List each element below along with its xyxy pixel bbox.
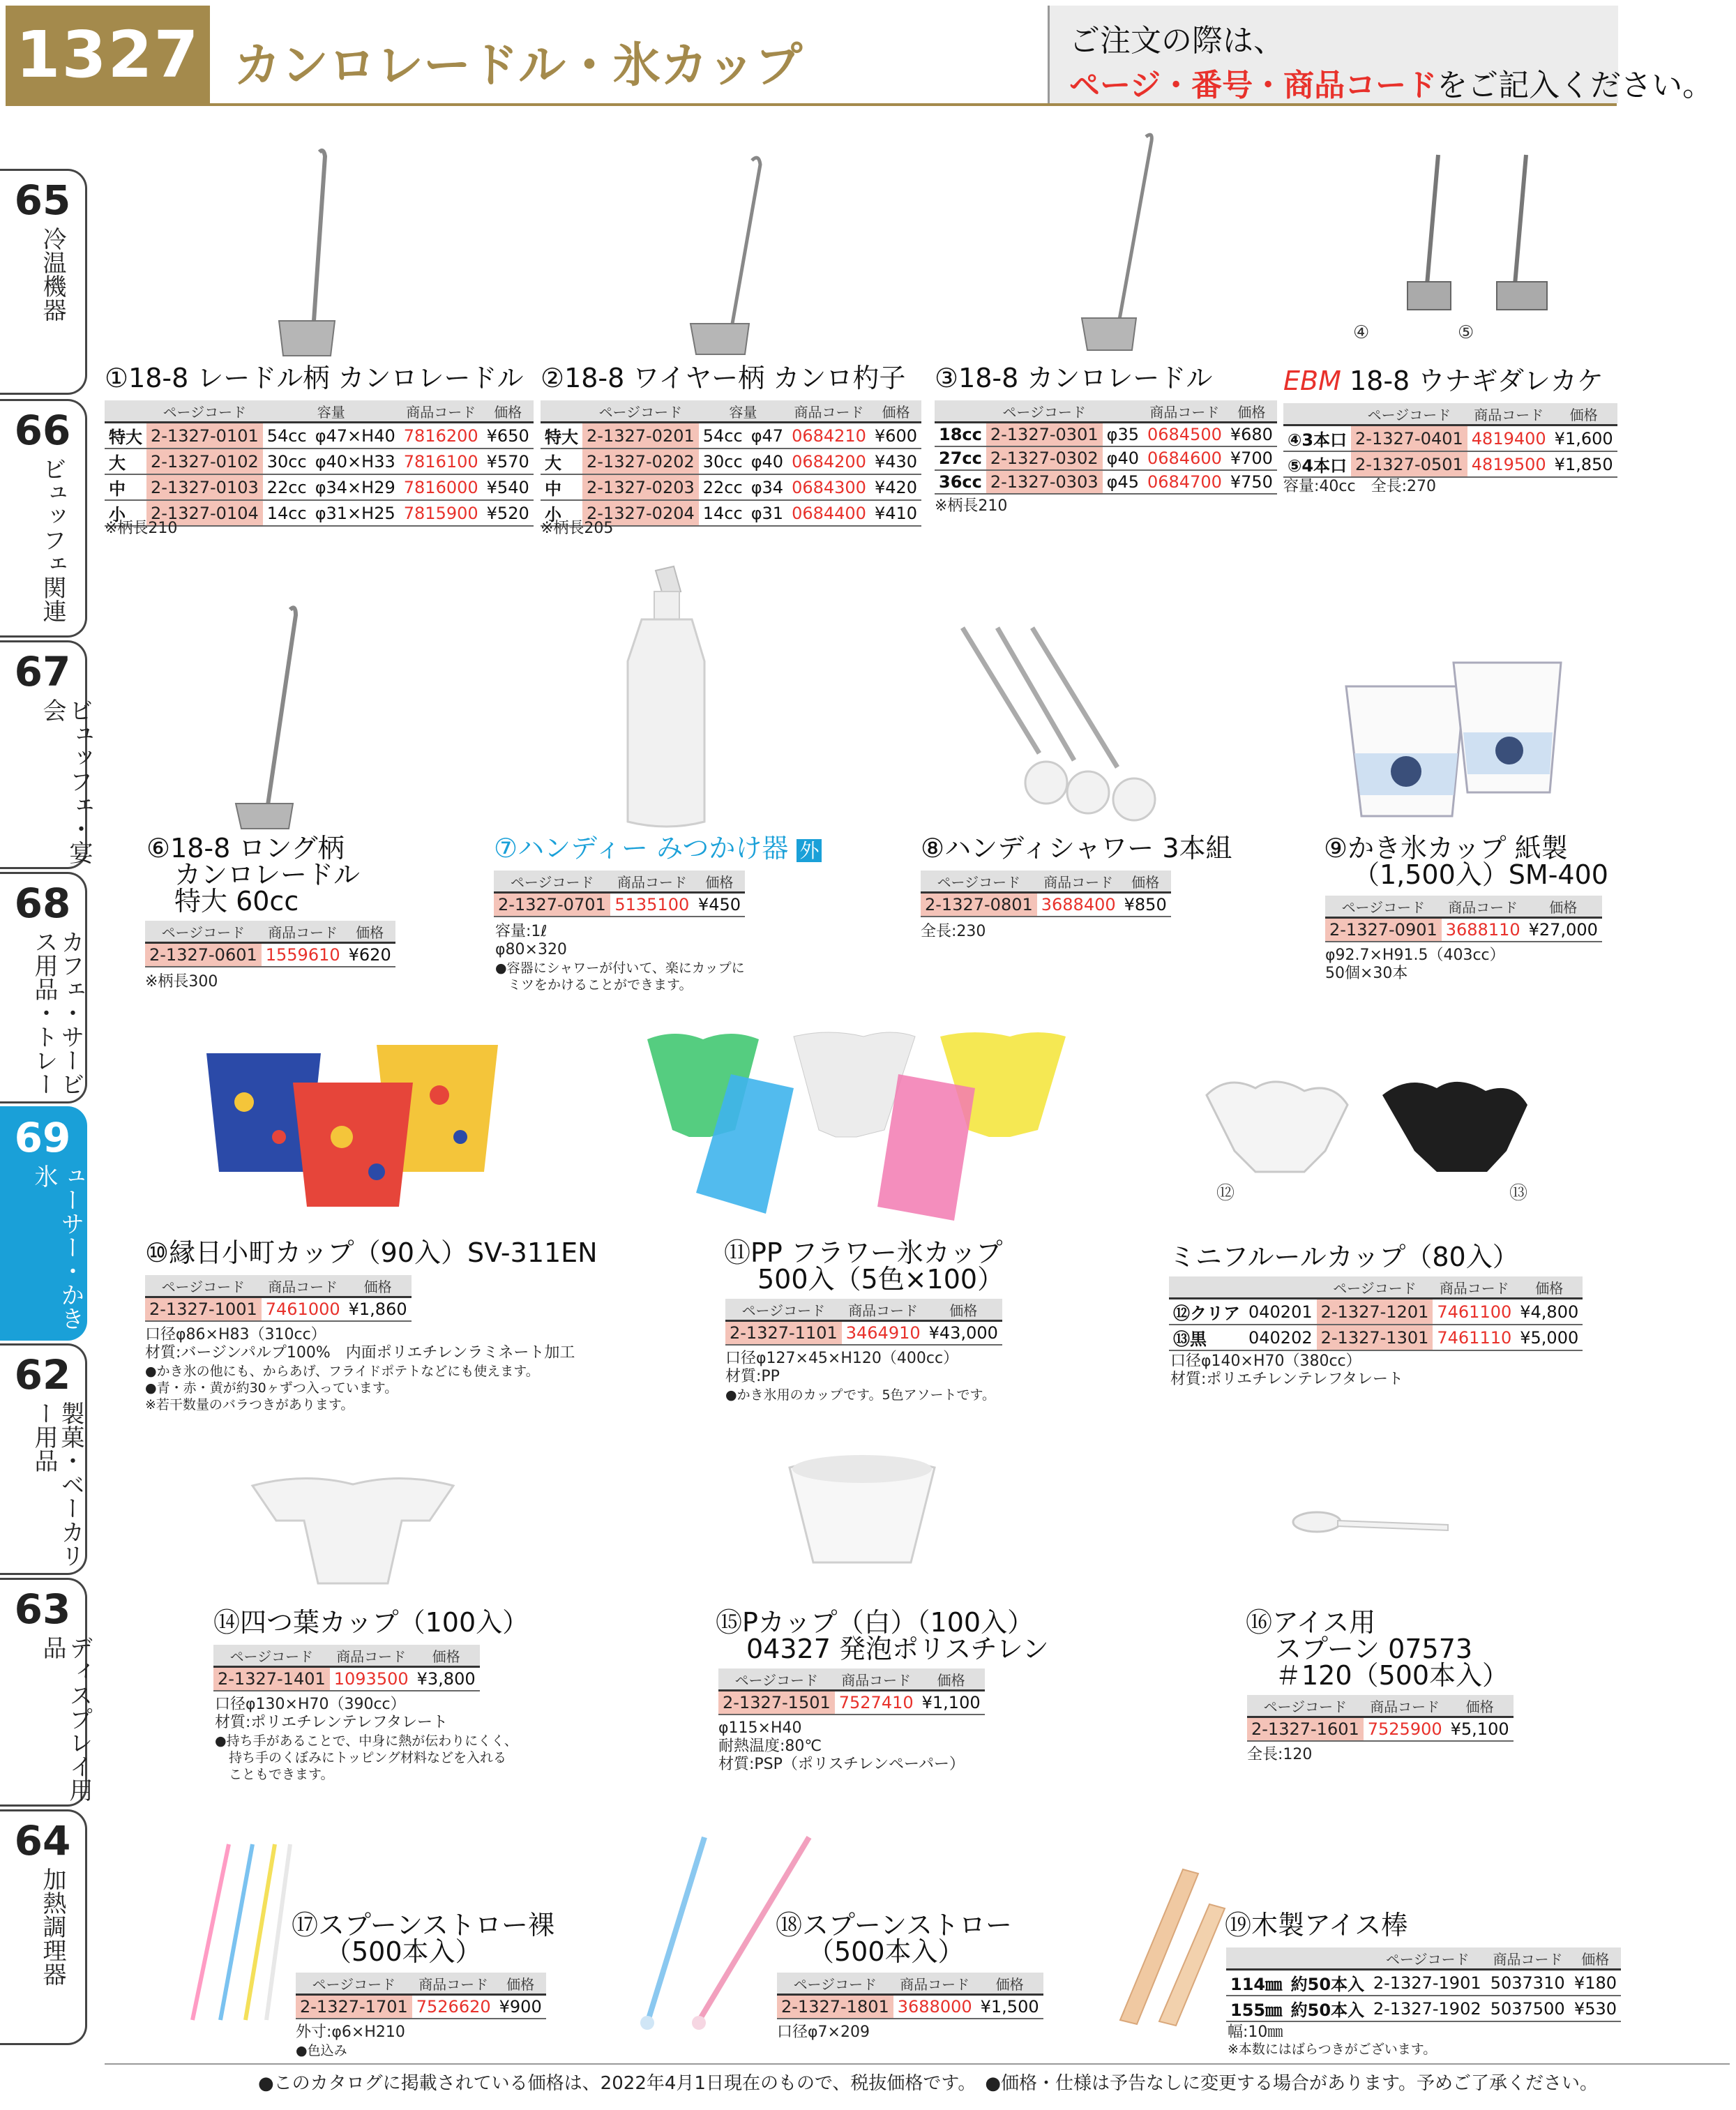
col-header: 商品コード xyxy=(835,1668,918,1691)
tab-64[interactable] xyxy=(0,1809,87,2045)
table-row: ⑫クリア 040201 2-1327-1201 7461100 ¥4,800 xyxy=(1169,1299,1583,1325)
product-2-title: ②18-8 ワイヤー柄 カンロ杓子 xyxy=(541,363,906,393)
product-1-table xyxy=(105,400,534,527)
product-11-note3: ●かき氷用のカップです。5色アソートです。 xyxy=(725,1387,996,1403)
col-header: ページコード xyxy=(145,1275,262,1297)
col-header: 価格 xyxy=(483,400,534,423)
col-header: 価格 xyxy=(345,921,395,943)
product-6-title1: ⑥18-8 ロング柄 xyxy=(146,833,345,864)
product-2-note: ※柄長205 xyxy=(541,520,614,537)
product-9-title2: （1,500入）SM-400 xyxy=(1353,859,1608,890)
product-45-title xyxy=(1283,367,1603,395)
product-16-table xyxy=(1247,1695,1514,1742)
col-header: 商品コード xyxy=(842,1299,925,1321)
product-10-note5: ※若干数量のバラつきがあります。 xyxy=(145,1397,354,1412)
col-header: ページコード xyxy=(582,400,699,423)
product-1213-note2: 材質:ポリエチレンテレフタレート xyxy=(1170,1371,1404,1388)
col-header: 価格 xyxy=(413,1645,480,1667)
eel-sauce-pourer-image xyxy=(1388,152,1569,340)
footer-note: ●このカタログに掲載されている価格は、2022年4月1日現在のもので、税抜価格です。 ●価格・仕様は予告なしに変更する場合があります。予めご了承ください。 xyxy=(258,2073,1598,2094)
product-11-note2: 材質:PP xyxy=(725,1368,780,1385)
col-header: 容量 xyxy=(263,400,400,423)
tab-62[interactable] xyxy=(0,1343,87,1575)
table-row: 小 2-1327-0104 14cc φ31×H25 7815900 ¥520 xyxy=(105,500,534,526)
col-header: 商品コード xyxy=(1467,403,1550,425)
table-row: 2-1327-0701 5135100 ¥450 xyxy=(494,893,745,917)
ladle-1-image xyxy=(272,146,342,356)
product-10-note4: ●青・赤・黄が約30ヶずつ入っています。 xyxy=(145,1380,398,1396)
product-1-title: ①18-8 レードル柄 カンロレードル xyxy=(105,363,524,393)
product-16-note: 全長:120 xyxy=(1247,1746,1313,1763)
col-header: ページコード xyxy=(145,921,262,943)
table-row: 155㎜ 約50本入 2-1327-1902 5037500 ¥530 xyxy=(1226,1996,1621,2021)
col-header: 価格 xyxy=(1120,871,1171,893)
order-note-line1: ご注文の際は、 xyxy=(1069,23,1284,59)
col-header: 商品コード xyxy=(1433,1276,1516,1299)
col-header: 価格 xyxy=(1516,1276,1583,1299)
product-14-title: ⑭四つ葉カップ（100入） xyxy=(213,1607,529,1638)
table-row: 2-1327-0601 1559610 ¥620 xyxy=(145,943,395,967)
tab-number: 69 xyxy=(14,1114,71,1161)
col-header: ページコード xyxy=(921,871,1037,893)
col-header: 価格 xyxy=(345,1275,412,1297)
product-9-table xyxy=(1325,896,1602,942)
ladle-3-image xyxy=(1064,134,1161,350)
product-14-note1: 口径φ130×H70（390cc） xyxy=(215,1696,406,1713)
product-7-note4: ミツをかけることができます。 xyxy=(508,977,693,993)
product-2-table xyxy=(541,400,921,527)
product-6-title2: カンロレードル xyxy=(174,859,361,890)
col-header: 価格 xyxy=(1569,1947,1621,1970)
tab-number: 67 xyxy=(14,648,71,695)
page-number: 1327 xyxy=(6,6,210,103)
product-10-title: ⑩縁日小町カップ（90入）SV-311EN xyxy=(145,1237,598,1268)
product-19-title: ⑲木製アイス棒 xyxy=(1225,1910,1408,1941)
col-header: ページコード xyxy=(986,400,1103,423)
col-header: 商品コード xyxy=(1442,896,1525,918)
order-note xyxy=(1048,6,1714,103)
product-1213-title: ミニフルールカップ（80入） xyxy=(1169,1242,1519,1272)
col-header: 容量 xyxy=(699,400,787,423)
tab-number: 66 xyxy=(14,407,71,454)
product-15-title2: 04327 発泡ポリスチレン xyxy=(746,1634,1049,1664)
product-11-note1: 口径φ127×45×H120（400cc） xyxy=(725,1350,959,1367)
mini-fleur-cup-image xyxy=(1200,1074,1548,1200)
col-header: 価格 xyxy=(925,1299,1002,1321)
col-header: 商品コード xyxy=(1486,1947,1570,1970)
spoon-straw-colors-image xyxy=(186,1837,297,2033)
order-note-rest: をご記入ください。 xyxy=(1437,68,1714,103)
tab-label: 製菓・ベーカリー用品 xyxy=(30,1401,84,1567)
col-header: ページコード xyxy=(1247,1695,1364,1717)
col-header: ページコード xyxy=(494,871,610,893)
tab-67[interactable] xyxy=(0,640,93,869)
product-16-title2: スプーン 07573 xyxy=(1275,1634,1473,1664)
page-title: カンロレードル・氷カップ xyxy=(234,38,803,93)
col-header: 価格 xyxy=(1447,1695,1514,1717)
tab-label: ビュッフェ・宴会 xyxy=(38,698,93,864)
product-18-table xyxy=(777,1973,1043,2019)
product-9-title1: ⑨かき氷カップ 紙製 xyxy=(1324,833,1568,864)
product-6-table xyxy=(145,921,395,967)
product-7-note1: 容量:1ℓ xyxy=(495,923,548,940)
col-header: ページコード xyxy=(777,1973,893,1995)
table-row: 特大 2-1327-0101 54cc φ47×H40 7816200 ¥650 xyxy=(105,423,534,449)
col-header: ページコード xyxy=(296,1973,412,1995)
product-18-note: 口径φ7×209 xyxy=(777,2024,870,2041)
product-1213-table xyxy=(1169,1276,1583,1351)
flower-ice-cup-image xyxy=(647,1032,1087,1235)
product-45-note: 容量:40cc 全長:270 xyxy=(1283,478,1437,495)
col-header: 商品コード xyxy=(262,1275,345,1297)
p-cup-white-image xyxy=(785,1451,939,1569)
col-header: ページコード xyxy=(1351,403,1467,425)
col-header: 価格 xyxy=(694,871,745,893)
product-17-note1: 外寸:φ6×H210 xyxy=(296,2024,405,2041)
four-leaf-cup-image xyxy=(248,1472,458,1590)
product-15-title1: ⑮Pカップ（白）（100入） xyxy=(716,1607,1034,1638)
table-row: 大 2-1327-0202 30cc φ40 0684200 ¥430 xyxy=(541,449,921,474)
product-7-title xyxy=(494,834,822,865)
product-18-title2: （500本入） xyxy=(808,1936,965,1967)
table-row: 2-1327-1501 7527410 ¥1,100 xyxy=(718,1691,985,1715)
product-45-name: 18-8 ウナギダレカケ xyxy=(1349,366,1603,396)
product-8-title: ⑧ハンディシャワー 3本組 xyxy=(921,833,1232,864)
col-header: 商品コード xyxy=(262,921,345,943)
badge-outside: 外 xyxy=(797,839,822,862)
table-row: ⑤4本口 2-1327-0501 4819500 ¥1,850 xyxy=(1283,451,1617,477)
col-header: 商品コード xyxy=(893,1973,976,1995)
product-7-note2: φ80×320 xyxy=(495,941,567,958)
col-header: 商品コード xyxy=(330,1645,413,1667)
product-7-table xyxy=(494,871,745,917)
table-row: 27cc 2-1327-0302 φ40 0684600 ¥700 xyxy=(935,446,1277,470)
col-header: 商品コード xyxy=(787,400,870,423)
product-17-title1: ⑰スプーンストロー裸 xyxy=(292,1910,554,1941)
product-17-table xyxy=(296,1973,546,2019)
footer-rule xyxy=(105,2063,1730,2065)
col-header: 商品コード xyxy=(1364,1695,1447,1717)
product-1-note: ※柄長210 xyxy=(105,520,178,537)
product-10-table xyxy=(145,1275,412,1322)
col-header: 商品コード xyxy=(610,871,693,893)
product-7-name: ⑦ハンディー みつかけ器 xyxy=(494,833,789,864)
table-row: 2-1327-1001 7461000 ¥1,860 xyxy=(145,1297,412,1322)
label-12: ⑫ xyxy=(1216,1183,1235,1204)
product-14-table xyxy=(213,1645,480,1691)
col-header: 価格 xyxy=(495,1973,546,1995)
tab-63[interactable] xyxy=(0,1578,93,1807)
product-17-note2: ●色込み xyxy=(296,2043,347,2058)
col-header: ページコード xyxy=(1369,1947,1486,1970)
product-19-note2: ※本数にはばらつきがございます。 xyxy=(1228,2042,1437,2057)
table-row: 特大 2-1327-0201 54cc φ47 0684210 ¥600 xyxy=(541,423,921,449)
tab-69[interactable] xyxy=(0,1106,111,1341)
product-15-table xyxy=(718,1668,985,1715)
table-row: 114㎜ 約50本入 2-1327-1901 5037310 ¥180 xyxy=(1226,1970,1621,1996)
product-45-table xyxy=(1283,403,1617,478)
product-11-title1: ⑪PP フラワー氷カップ xyxy=(724,1237,1003,1268)
product-15-note2: 耐熱温度:80℃ xyxy=(718,1738,822,1755)
product-9-note1: φ92.7×H91.5（403cc） xyxy=(1325,947,1505,964)
tab-label: ブレンダー・ジューサー・かき氷 xyxy=(30,1164,111,1330)
tab-number: 64 xyxy=(14,1817,71,1864)
product-8-note: 全長:230 xyxy=(921,923,986,940)
table-row: 中 2-1327-0203 22cc φ34 0684300 ¥420 xyxy=(541,474,921,500)
tab-number: 63 xyxy=(14,1585,71,1633)
tab-label: 加熱調理器 xyxy=(38,1867,66,1986)
product-14-note5: こともできます。 xyxy=(229,1767,334,1782)
table-row: 2-1327-1101 3464910 ¥43,000 xyxy=(725,1321,1002,1346)
product-15-note1: φ115×H40 xyxy=(718,1719,802,1737)
col-header: ページコード xyxy=(718,1668,835,1691)
table-row: 18cc 2-1327-0301 φ35 0684500 ¥680 xyxy=(935,423,1277,447)
table-row: ④3本口 2-1327-0401 4819400 ¥1,600 xyxy=(1283,425,1617,452)
ladle-2-image xyxy=(677,152,774,354)
product-19-table xyxy=(1226,1947,1621,2022)
col-header: ページコード xyxy=(1325,896,1442,918)
tab-68[interactable] xyxy=(0,872,87,1103)
product-11-table xyxy=(725,1299,1002,1346)
ladle-6-image xyxy=(223,605,307,829)
product-6-note: ※柄長300 xyxy=(145,973,218,990)
product-16-title1: ⑯アイス用 xyxy=(1246,1607,1376,1638)
col-header: 価格 xyxy=(1226,400,1277,423)
table-row: 2-1327-0801 3688400 ¥850 xyxy=(921,893,1171,917)
col-header: 価格 xyxy=(1550,403,1617,425)
table-row: 中 2-1327-0103 22cc φ34×H29 7816000 ¥540 xyxy=(105,474,534,500)
product-3-table xyxy=(935,400,1277,495)
brand-ebm: EBM xyxy=(1283,366,1341,396)
tab-number: 68 xyxy=(14,880,71,927)
product-3-note: ※柄長210 xyxy=(935,497,1008,515)
product-18-title1: ⑱スプーンストロー xyxy=(776,1910,1012,1941)
tab-number: 62 xyxy=(14,1351,71,1399)
product-1213-note1: 口径φ140×H70（380cc） xyxy=(1170,1352,1361,1370)
product-16-title3: ＃120（500本入） xyxy=(1275,1660,1509,1691)
col-header: 価格 xyxy=(976,1973,1043,1995)
product-11-title2: 500入（5色×100） xyxy=(757,1264,1004,1295)
ice-spoon-image xyxy=(1292,1509,1452,1537)
product-6-title3: 特大 60cc xyxy=(174,886,299,917)
col-header: 価格 xyxy=(1525,896,1602,918)
col-header: ページコード xyxy=(146,400,263,423)
product-3-title: ③18-8 カンロレードル xyxy=(935,363,1213,393)
wooden-ice-stick-image xyxy=(1116,1862,1228,2030)
product-7-note3: ●容器にシャワーが付いて、楽にカップに xyxy=(495,960,745,976)
label-13: ⑬ xyxy=(1509,1183,1528,1204)
paper-ice-cup-image xyxy=(1339,656,1569,823)
order-note-red: ページ・番号・商品コード xyxy=(1069,68,1437,103)
table-row: 2-1327-1601 7525900 ¥5,100 xyxy=(1247,1717,1514,1742)
tab-label: ビュッフェ関連 xyxy=(38,457,66,623)
ennichi-cup-image xyxy=(202,1039,509,1214)
table-row: 2-1327-1401 1093500 ¥3,800 xyxy=(213,1667,480,1691)
table-row: 36cc 2-1327-0303 φ45 0684700 ¥750 xyxy=(935,470,1277,494)
product-19-note1: 幅:10㎜ xyxy=(1228,2024,1283,2041)
col-header: 商品コード xyxy=(400,400,483,423)
handy-shower-image xyxy=(956,621,1193,823)
syrup-dispenser-image xyxy=(614,564,718,829)
label-4: ④ xyxy=(1353,322,1370,343)
product-10-note3: ●かき氷の他にも、からあげ、フライドポテトなどにも使えます。 xyxy=(145,1364,539,1379)
col-header: 価格 xyxy=(918,1668,985,1691)
product-9-note2: 50個×30本 xyxy=(1325,965,1408,982)
product-8-table xyxy=(921,871,1171,917)
tab-label: 冷温機器 xyxy=(38,227,66,322)
product-10-note1: 口径φ86×H83（310cc） xyxy=(145,1326,326,1343)
product-14-note3: ●持ち手があることで、中身に熱が伝わりにくく、 xyxy=(215,1733,518,1749)
label-5: ⑤ xyxy=(1458,322,1474,343)
order-note-line2 xyxy=(1069,60,1713,105)
tab-label: ディスプレイ用品 xyxy=(38,1636,93,1802)
table-row: 小 2-1327-0204 14cc φ31 0684400 ¥410 xyxy=(541,500,921,526)
col-header: ページコード xyxy=(725,1299,842,1321)
table-row: ⑬黒 040202 2-1327-1301 7461110 ¥5,000 xyxy=(1169,1325,1583,1350)
product-14-note4: 持ち手のくぼみにトッピング材料などを入れる xyxy=(229,1750,507,1765)
col-header: ページコード xyxy=(1317,1276,1433,1299)
col-header: 商品コード xyxy=(1037,871,1120,893)
product-17-title2: （500本入） xyxy=(325,1936,482,1967)
table-row: 2-1327-1801 3688000 ¥1,500 xyxy=(777,1995,1043,2019)
product-10-note2: 材質:バージンパルプ100% 内面ポリエチレンラミネート加工 xyxy=(145,1344,575,1362)
table-row: 大 2-1327-0102 30cc φ40×H33 7816100 ¥570 xyxy=(105,449,534,474)
product-14-note2: 材質:ポリエチレンテレフタレート xyxy=(215,1714,448,1731)
tab-number: 65 xyxy=(14,176,71,224)
tab-label: カフェ・サービス用品・トレー xyxy=(30,930,84,1096)
table-row: 2-1327-1701 7526620 ¥900 xyxy=(296,1995,546,2019)
col-header: 商品コード xyxy=(412,1973,495,1995)
col-header: 価格 xyxy=(870,400,921,423)
tab-65[interactable] xyxy=(0,169,87,395)
col-header: ページコード xyxy=(213,1645,330,1667)
product-15-note3: 材質:PSP（ポリスチレンペーパー） xyxy=(718,1756,965,1773)
table-row: 2-1327-0901 3688110 ¥27,000 xyxy=(1325,918,1602,942)
col-header: 商品コード xyxy=(1143,400,1226,423)
tab-66[interactable] xyxy=(0,399,87,638)
